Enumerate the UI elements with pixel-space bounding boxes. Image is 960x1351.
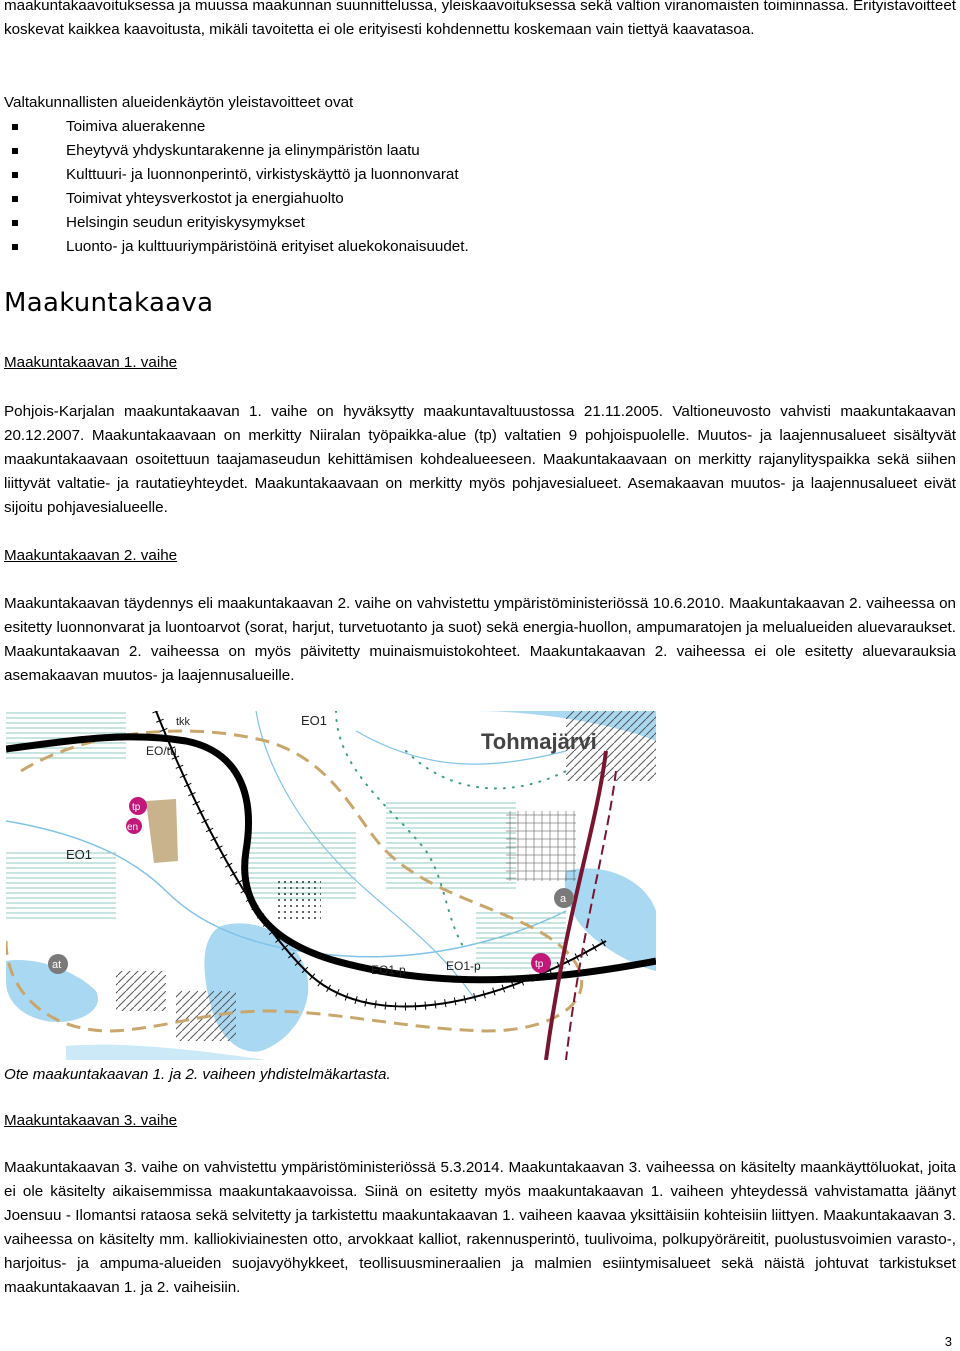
phase3-heading: Maakuntakaavan 3. vaihe xyxy=(4,1112,178,1129)
section-title: Maakuntakaava xyxy=(4,288,214,318)
list-item: Kulttuuri- ja luonnonperintö, virkistyskäyttö ja luonnonvarat xyxy=(4,163,469,187)
square-bullet-icon xyxy=(12,220,18,226)
map-label: EO/tu xyxy=(146,744,177,758)
national-goals-list xyxy=(4,115,469,259)
list-item: Toimivat yhteysverkostot ja energiahuolto xyxy=(4,187,469,211)
phase1-paragraph: Pohjois-Karjalan maakuntakaavan 1. vaihe on hyväksytty maakuntavaltuustossa 21.11.2005. Valtioneuvosto vahvisti maakuntakaavan 20.12.2007. Maakuntakaavaan on merkitty Niiralan työpaikka-alue (tp) valtatien 9 pohjoispuolelle. Muutos- ja laajennusalueet sisältyvät maakuntakaavaan osoitettuun taajamaseudun kehittämisen kohdealueeseen. Maakuntakaavaan on merkitty rajanylityspaikka sekä siihen liittyvät valtatie- ja rautatieyhteydet. Maakuntakaavaan on merkitty myös pohjavesialueet. Asemakaavan muutos- ja laajennusalueet eivät sijoitu pohjavesialueelle. xyxy=(4,403,956,516)
map-label: at xyxy=(52,959,62,971)
list-item: Luonto- ja kulttuuriympäristöinä erityiset aluekokonaisuudet. xyxy=(4,235,469,259)
regional-plan-map xyxy=(6,711,656,1060)
map-caption: Ote maakuntakaavan 1. ja 2. vaiheen yhdistelmäkartasta. xyxy=(4,1066,391,1083)
phase2-paragraph: Maakuntakaavan täydennys eli maakuntakaavan 2. vaihe on vahvistettu ympäristöministeriössä 10.6.2010. Maakuntakaavan 2. vaiheessa on esitetty luonnonvarat ja luontoarvot (sorat, harjut, turvetuotanto ja suot) sekä energia-huollon, ampumaratojen ja melualueiden aluevaraukset. Maakuntakaavan 2. vaiheessa on myös päivitetty muinaismuistokohteet. Maakuntakaavan 2. vaiheessa ei ole esitetty aluevarauksia asemakaavan muutos- ja laajennusalueille. xyxy=(4,595,956,684)
map-label: EO1 xyxy=(301,713,328,728)
phase2-heading: Maakuntakaavan 2. vaihe xyxy=(4,547,178,564)
intro-paragraph: maakuntakaavoituksessa ja muussa maakunnan suunnittelussa, yleiskaavoituksessa sekä valtion viranomaisten toiminnassa. Erityistavoitteet koskevat kaikkea kaavoitusta, mikäli tavoitetta ei ole erityisesti kohdennettu koskemaan vain tiettyä kaavatasoa. xyxy=(4,0,956,38)
square-bullet-icon xyxy=(12,148,18,154)
map-label: a xyxy=(560,893,567,905)
phase3-paragraph: Maakuntakaavan 3. vaihe on vahvistettu ympäristöministeriössä 5.3.2014. Maakuntakaavan 3. vaiheessa on käsitelty maankäyttöluokat, joita ei ole käsitelty aikaisemmissa maakuntakaavoissa. Siinä on esitetty myös maakuntakaavan 1. vaiheen yhteydessä vahvistamatta jäänyt Joensuu - Ilomantsi rataosa sekä selvitetty ja tarkistettu maakuntakaavan 1. vaiheen kaavaa yksittäisiin kohteisiin liittyen. Maakuntakaavan 3. vaiheessa on käsitelty mm. kalliokiviainesten otto, arvokkaat kalliot, rakennusperintö, tuulivoima, polkupyöräreitit, puolustusvoimien varasto-, harjoitus- ja ampuma-alueiden suojavyöhykkeet, teollisuusmineraalien ja malmien esiintymisalueet sekä näistä johtuvat tarkistukset maakuntakaavan 1. ja 2. vaiheisiin. xyxy=(4,1159,956,1296)
map-label: tp xyxy=(535,959,544,970)
map-label: tkk xyxy=(176,716,191,728)
map-label: EO1-p xyxy=(446,959,481,973)
map-label: en xyxy=(127,822,139,833)
square-bullet-icon xyxy=(12,124,18,130)
square-bullet-icon xyxy=(12,244,18,250)
list-item: Toimiva aluerakenne xyxy=(4,115,469,139)
map-label: tp xyxy=(132,802,141,813)
map-label: EO1 xyxy=(66,847,93,862)
national-goals-heading: Valtakunnallisten alueidenkäytön yleistavoitteet ovat xyxy=(4,94,354,111)
map-image xyxy=(6,711,656,1060)
map-label: EO1-p xyxy=(371,963,406,977)
square-bullet-icon xyxy=(12,172,18,178)
map-place-label: Tohmajärvi xyxy=(481,729,597,754)
square-bullet-icon xyxy=(12,196,18,202)
list-item: Helsingin seudun erityiskysymykset xyxy=(4,211,469,235)
page-number: 3 xyxy=(944,1334,952,1349)
list-item: Eheytyvä yhdyskuntarakenne ja elinympäristön laatu xyxy=(4,139,469,163)
phase1-heading: Maakuntakaavan 1. vaihe xyxy=(4,354,178,371)
